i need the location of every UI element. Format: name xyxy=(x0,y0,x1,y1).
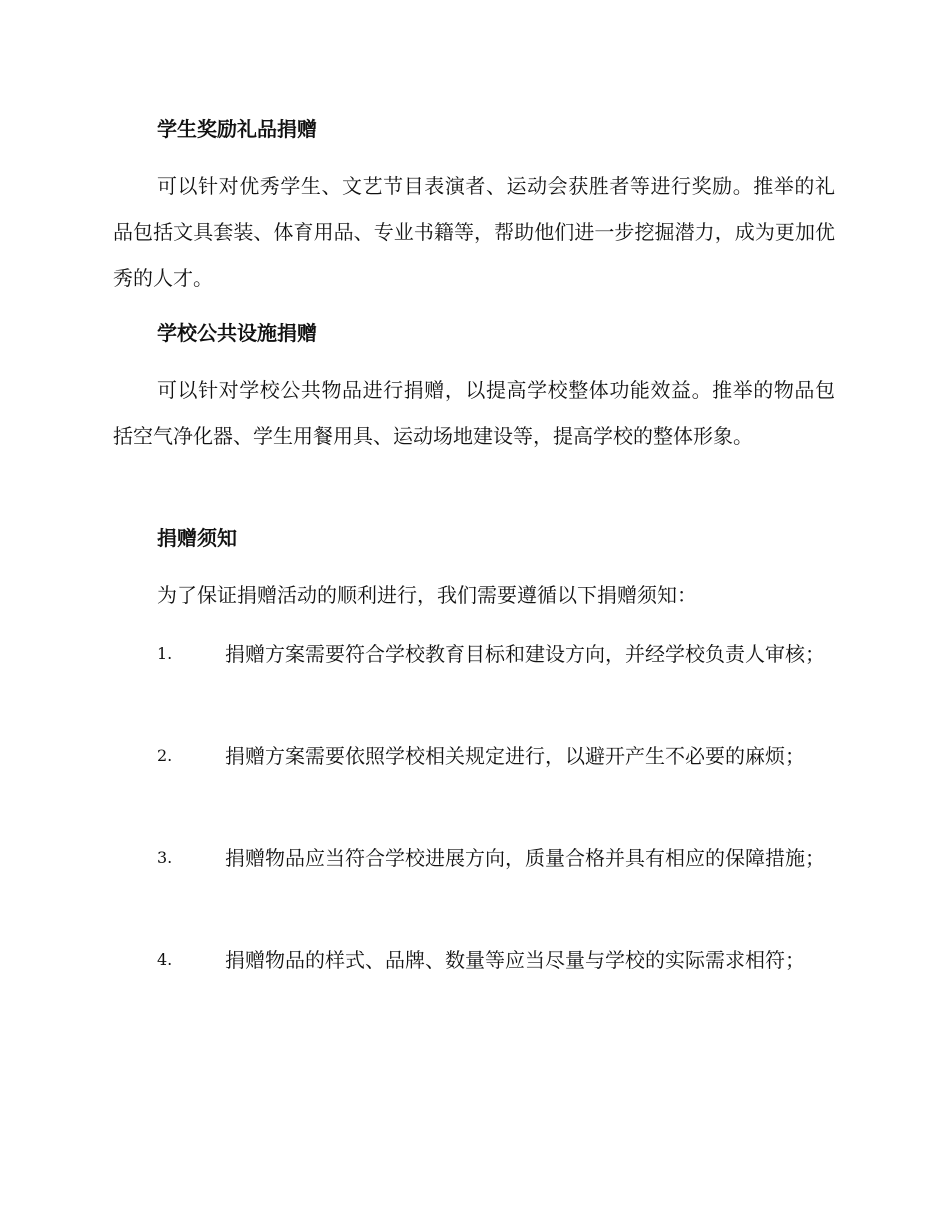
list-item xyxy=(113,835,835,881)
list-item-number: 4. xyxy=(157,950,173,969)
section-heading-donation-notes: 捐赠须知 xyxy=(157,526,237,550)
section-heading-public-facilities: 学校公共设施捐赠 xyxy=(157,321,317,345)
list-item xyxy=(113,937,835,983)
section-body-public-facilities: 可以针对学校公共物品进行捐赠，以提高学校整体功能效益。推举的物品包括空气净化器、学生用餐用具、运动场地建设等，提高学校的整体形象。 xyxy=(113,378,835,448)
list-item xyxy=(113,733,835,779)
section-heading-student-rewards: 学生奖励礼品捐赠 xyxy=(157,117,317,141)
list-item xyxy=(113,631,835,677)
list-item-text: 捐赠方案需要符合学校教育目标和建设方向，并经学校负责人审核； xyxy=(225,642,825,666)
list-item-number: 2. xyxy=(157,746,173,765)
section-body-student-rewards: 可以针对优秀学生、文艺节目表演者、运动会获胜者等进行奖励。推举的礼品包括文具套装、体育用品、专业书籍等，帮助他们进一步挖掘潜力，成为更加优秀的人才。 xyxy=(113,174,835,290)
list-item-text: 捐赠物品的样式、品牌、数量等应当尽量与学校的实际需求相符； xyxy=(225,948,805,972)
donation-notes-intro: 为了保证捐赠活动的顺利进行，我们需要遵循以下捐赠须知： xyxy=(157,583,697,607)
list-item-text: 捐赠物品应当符合学校进展方向，质量合格并具有相应的保障措施； xyxy=(225,846,825,870)
list-item-text: 捐赠方案需要依照学校相关规定进行，以避开产生不必要的麻烦； xyxy=(225,744,805,768)
list-item-number: 3. xyxy=(157,848,173,867)
list-item-number: 1. xyxy=(157,644,173,663)
